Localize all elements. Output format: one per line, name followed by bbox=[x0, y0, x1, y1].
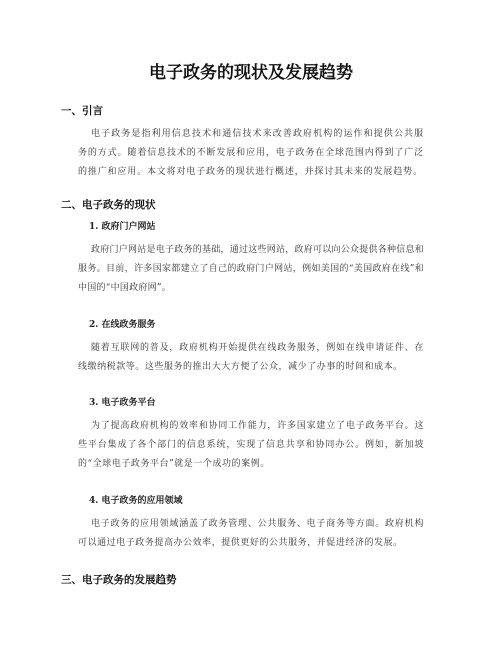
section-heading-introduction: 一、引言 bbox=[61, 105, 103, 117]
subheading-egov-platform: 3. 电子政务平台 bbox=[89, 398, 156, 408]
subheading-application-areas: 4. 电子政务的应用领域 bbox=[89, 496, 183, 506]
introduction-paragraph: 电子政务是指利用信息技术和通信技术来改善政府机构的运作和提供公共服务的方式。随着信息技术的不断发展和应用，电子政务在全球范围内得到了广泛的推广和应用。本文将对电子政务的现状进行概述，并探讨其未来的发展趋势。 bbox=[78, 129, 424, 177]
online-services-paragraph: 随着互联网的普及，政府机构开始提供在线政务服务，例如在线申请证件、在线缴纳税款等。这些服务的推出大大方便了公众，减少了办事的时间和成本。 bbox=[78, 343, 424, 372]
application-areas-paragraph: 电子政务的应用领域涵盖了政务管理、公共服务、电子商务等方面。政府机构可以通过电子政务提高办公效率，提供更好的公共服务，并促进经济的发展。 bbox=[78, 519, 424, 548]
section-heading-development-trends: 三、电子政务的发展趋势 bbox=[61, 574, 177, 586]
egov-platform-paragraph: 为了提高政府机构的效率和协同工作能力，许多国家建立了电子政务平台。这些平台集成了各个部门的信息系统，实现了信息共享和协同办公。例如，新加坡的“全球电子政务平台”就是一个成功的案例。 bbox=[78, 421, 424, 469]
government-portal-paragraph: 政府门户网站是电子政务的基础，通过这些网站，政府可以向公众提供各种信息和服务。目前，许多国家都建立了自己的政府门户网站，例如美国的“美国政府在线”和中国的“中国政府网”。 bbox=[78, 245, 425, 293]
section-heading-current-status: 二、电子政务的现状 bbox=[61, 199, 156, 211]
subheading-online-services: 2. 在线政务服务 bbox=[89, 320, 156, 330]
document-title: 电子政务的现状及发展趋势 bbox=[149, 63, 353, 83]
subheading-government-portal: 1. 政府门户网站 bbox=[89, 222, 156, 232]
